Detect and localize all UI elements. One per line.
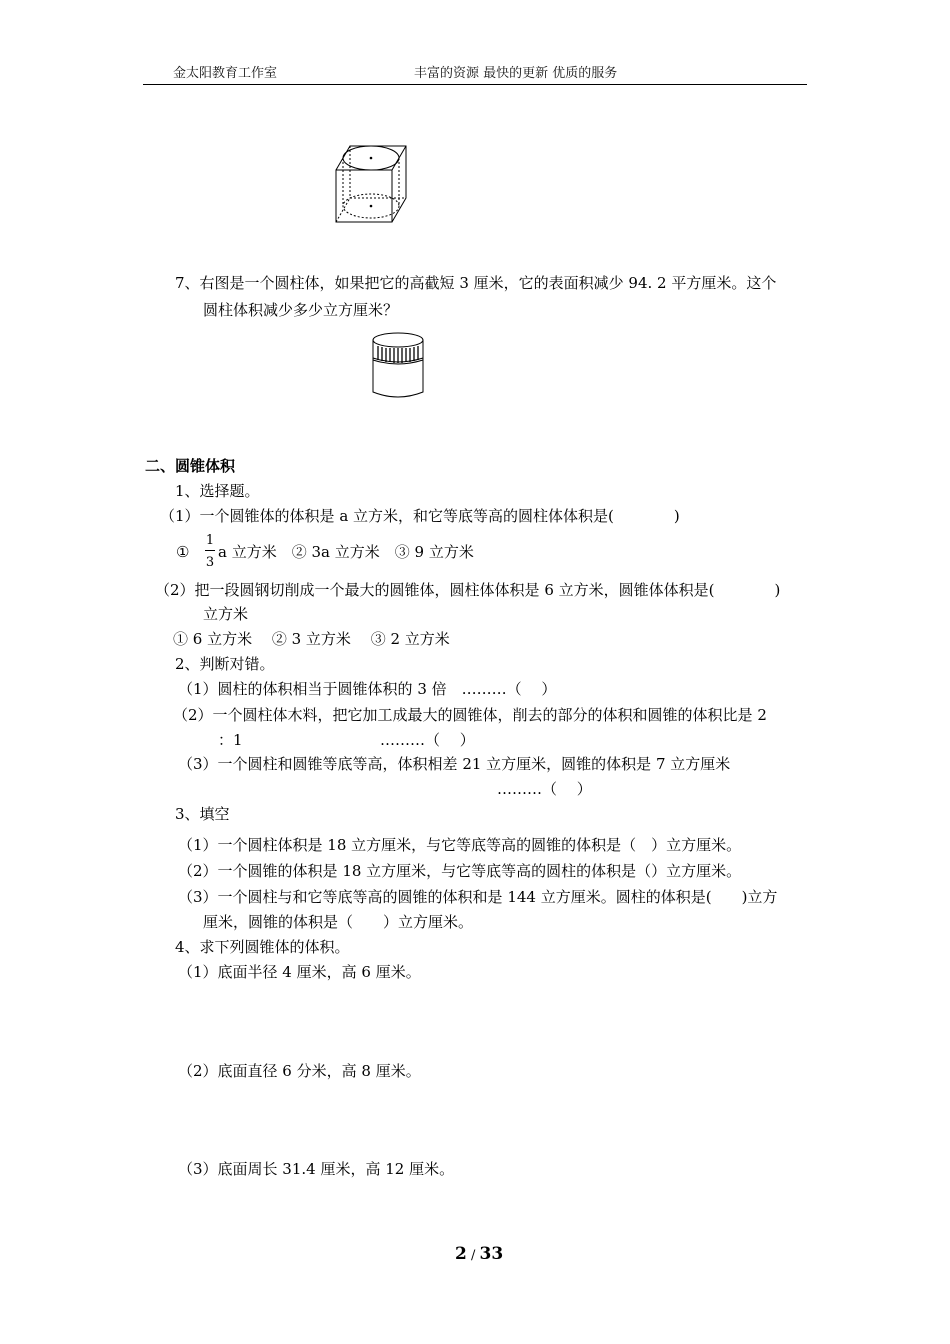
- q4-heading: 4、求下列圆锥体的体积。: [175, 938, 350, 956]
- fraction-bar: [205, 550, 215, 551]
- q4-part1: （1）底面半径 4 厘米，高 6 厘米。: [178, 963, 421, 981]
- q3-part1: （1）一个圆柱体积是 18 立方厘米，与它等底等高的圆锥的体积是（ ）立方厘米。: [178, 836, 742, 854]
- section-2-title: 二、圆锥体积: [145, 457, 236, 475]
- q1-part2-line1: （2）把一段圆钢切削成一个最大的圆锥体，圆柱体体积是 6 立方米，圆锥体体积是( ): [155, 581, 781, 599]
- q3-part3-line2: 厘米，圆锥的体积是（ ）立方厘米。: [203, 913, 474, 931]
- header-left: 金太阳教育工作室: [173, 66, 278, 81]
- fraction-numerator: 1: [205, 533, 215, 548]
- q1-part2-options: ① 6 立方米 ② 3 立方米 ③ 2 立方米: [173, 630, 450, 648]
- q1-part2-line2: 立方米: [203, 605, 249, 623]
- q2-part1: （1）圆柱的体积相当于圆锥体积的 3 倍 ………（ ）: [178, 680, 557, 698]
- q2-part3-blank: ………（ ）: [497, 780, 592, 798]
- q2-part2-line1: （2）一个圆柱体木料，把它加工成最大的圆锥体，削去的部分的体积和圆锥的体积比是 2: [173, 706, 767, 724]
- problem-7-line2: 圆柱体积减少多少立方厘米？: [203, 301, 399, 319]
- problem-7-line1: 7、右图是一个圆柱体，如果把它的高截短 3 厘米，它的表面积减少 94. 2 平方厘米。这个: [175, 274, 777, 292]
- page-separator: /: [466, 1248, 480, 1263]
- header-rule: [143, 84, 807, 85]
- q1-part1-options: a 立方米 ② 3a 立方米 ③ 9 立方米: [218, 543, 474, 561]
- q1-part1: （1）一个圆锥体的体积是 a 立方米，和它等底等高的圆柱体体积是( ): [160, 507, 680, 525]
- q4-part3: （3）底面周长 31.4 厘米，高 12 厘米。: [178, 1160, 455, 1178]
- cylinder-in-cube-figure: [330, 138, 420, 228]
- q3-part2: （2）一个圆锥的体积是 18 立方厘米，与它等底等高的圆柱的体积是（）立方厘米。: [178, 862, 742, 880]
- q1-part1-option1-marker: ①: [176, 543, 190, 561]
- q2-part3-line1: （3）一个圆柱和圆锥等底等高，体积相差 21 立方厘米，圆锥的体积是 7 立方厘米: [178, 755, 731, 773]
- q4-part2: （2）底面直径 6 分米，高 8 厘米。: [178, 1062, 421, 1080]
- jar-cylinder-figure: [370, 330, 430, 400]
- q2-part2-blank: ………（ ）: [380, 731, 475, 749]
- q2-part2-ratio: ：1: [218, 731, 243, 749]
- q3-part3-line1: （3）一个圆柱与和它等底等高的圆锥的体积和是 144 立方厘米。圆柱的体积是( )立方: [178, 888, 778, 906]
- total-pages: 33: [479, 1244, 504, 1264]
- page-number: [455, 1244, 503, 1266]
- header-right: 丰富的资源 最快的更新 优质的服务: [414, 66, 618, 81]
- q3-heading: 3、填空: [175, 805, 230, 823]
- q2-heading: 2、判断对错。: [175, 655, 275, 673]
- fraction-denominator: 3: [205, 555, 215, 570]
- current-page: 2: [455, 1244, 467, 1264]
- q1-heading: 1、选择题。: [175, 482, 260, 500]
